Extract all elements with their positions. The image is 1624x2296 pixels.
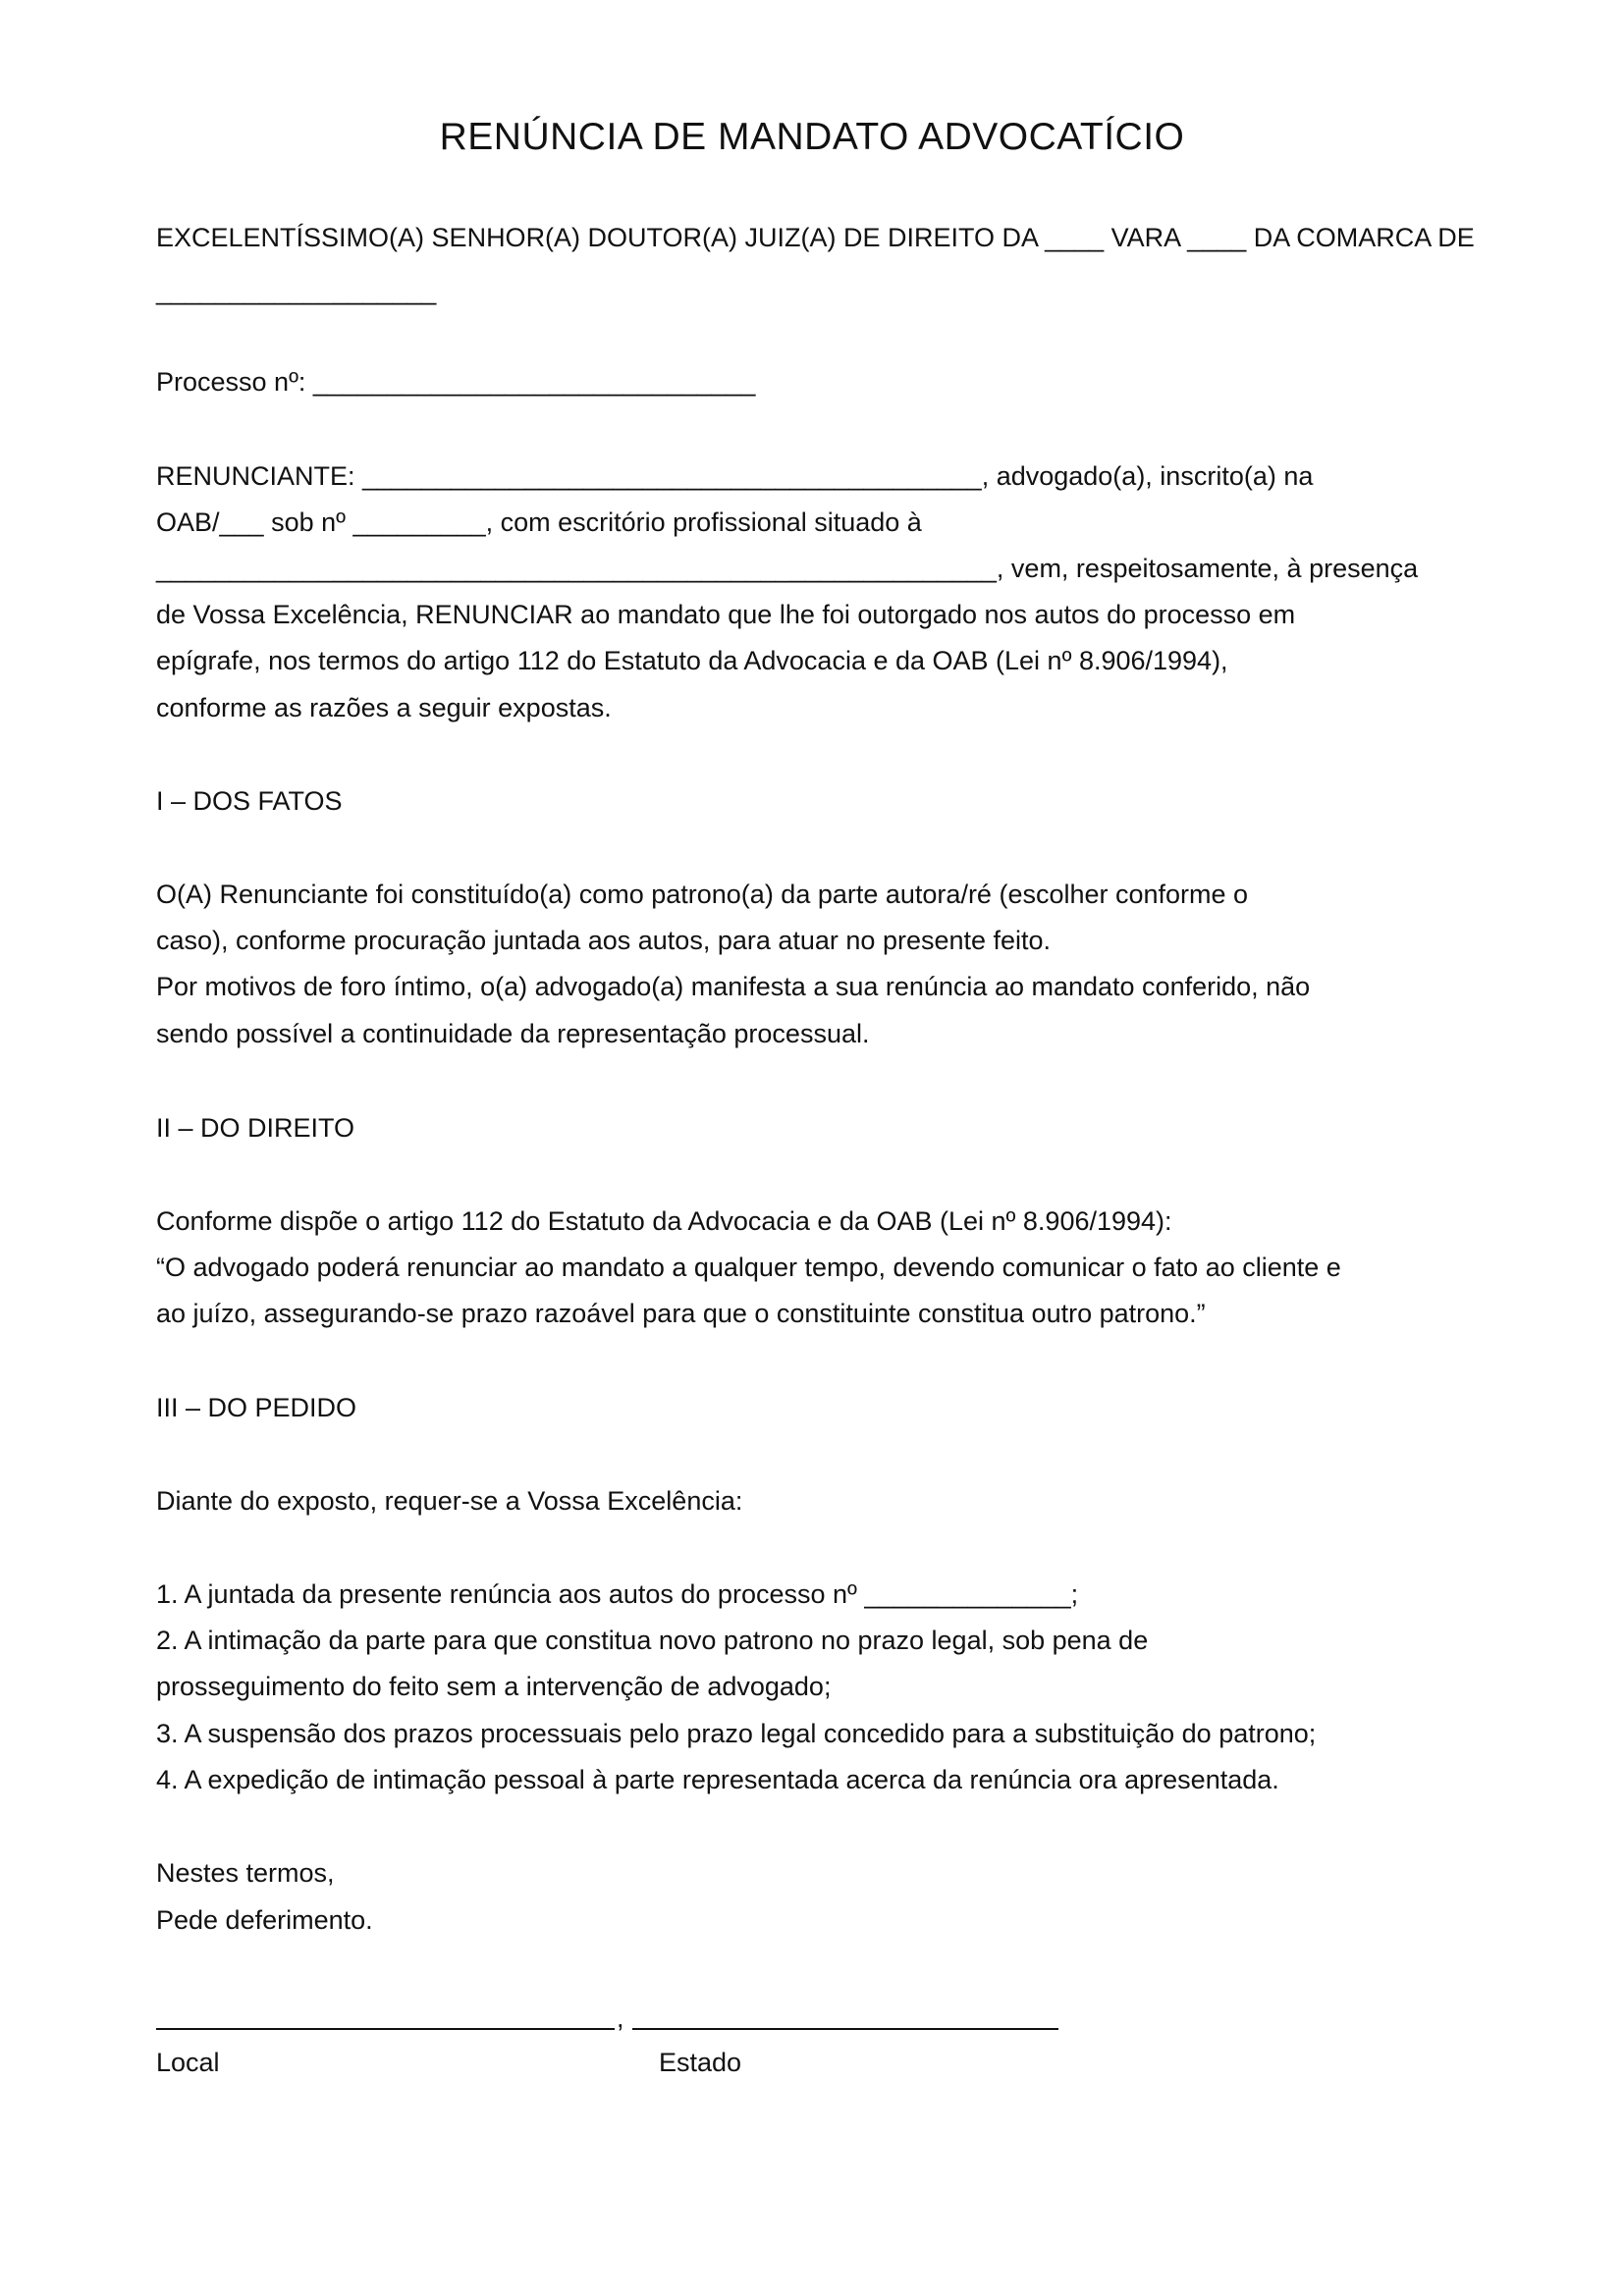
section-heading-pedido: III – DO PEDIDO [156,1393,357,1422]
signature-comma: , [617,2003,624,2033]
label-local: Local [156,2048,220,2077]
pedido-item-2-continued: prosseguimento do feito sem a intervenção de advogado; [156,1672,832,1701]
closing-line-1: Nestes termos, [156,1858,335,1888]
pedido-item-2: 2. A intimação da parte para que constitua novo patrono no prazo legal, sob pena de [156,1626,1149,1655]
direito-quote-line-2: ao juízo, assegurando-se prazo razoável para que o constituinte constitua outro patrono.” [156,1299,1206,1328]
section-heading-direito: II – DO DIREITO [156,1113,355,1143]
process-number-field: Processo nº: ______________________________ [156,367,756,397]
fatos-line-4: sendo possível a continuidade da representação processual. [156,1019,870,1048]
renunciante-line-2: OAB/___ sob nº _________, com escritório profissional situado à [156,507,922,537]
direito-line-1: Conforme dispõe o artigo 112 do Estatuto da Advocacia e da OAB (Lei nº 8.906/1994): [156,1206,1172,1236]
label-estado: Estado [659,2048,742,2077]
addressee-line-2: ___________________ [156,276,437,305]
renunciante-line-5: epígrafe, nos termos do artigo 112 do Estatuto da Advocacia e da OAB (Lei nº 8.906/1994), [156,646,1228,675]
estado-blank-line [632,2028,1058,2030]
addressee-line-1: EXCELENTÍSSIMO(A) SENHOR(A) DOUTOR(A) JUIZ(A) DE DIREITO DA ____ VARA ____ DA COMARCA DE [156,223,1475,252]
pedido-item-4: 4. A expedição de intimação pessoal à parte representada acerca da renúncia ora apresentada. [156,1765,1279,1794]
direito-quote-line-1: “O advogado poderá renunciar ao mandato a qualquer tempo, devendo comunicar o fato ao cliente e [156,1253,1341,1282]
document-title: RENÚNCIA DE MANDATO ADVOCATÍCIO [439,116,1185,158]
fatos-line-2: caso), conforme procuração juntada aos autos, para atuar no presente feito. [156,926,1052,955]
renunciante-line-3: _________________________________________________________, vem, respeitosamente, à presença [156,554,1419,583]
pedido-intro: Diante do exposto, requer-se a Vossa Excelência: [156,1486,743,1516]
fatos-line-3: Por motivos de foro íntimo, o(a) advogado(a) manifesta a sua renúncia ao mandato conferido, não [156,972,1311,1001]
renunciante-line-4: de Vossa Excelência, RENUNCIAR ao mandato que lhe foi outorgado nos autos do processo em [156,600,1296,629]
closing-line-2: Pede deferimento. [156,1905,373,1935]
pedido-item-3: 3. A suspensão dos prazos processuais pelo prazo legal concedido para a substituição do patrono; [156,1719,1317,1748]
renunciante-line-6: conforme as razões a seguir expostas. [156,693,612,722]
renunciante-line-1: RENUNCIANTE: __________________________________________, advogado(a), inscrito(a) na [156,461,1314,491]
local-blank-line [156,2028,615,2030]
section-heading-fatos: I – DOS FATOS [156,786,343,816]
pedido-item-1: 1. A juntada da presente renúncia aos autos do processo nº ______________; [156,1579,1079,1609]
fatos-line-1: O(A) Renunciante foi constituído(a) como patrono(a) da parte autora/ré (escolher conforme o [156,880,1249,909]
